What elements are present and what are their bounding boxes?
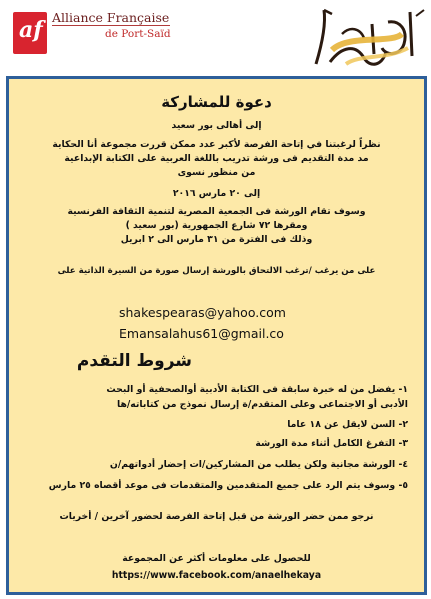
alliance-francaise-name: Alliance Française bbox=[52, 10, 170, 25]
email-link-gmail[interactable]: Emansalahus61@gmail.co bbox=[119, 326, 284, 341]
email-link-yahoo[interactable]: shakespearas@yahoo.com bbox=[119, 305, 286, 320]
condition-item: ١- يفضل من له خبرة سابقة فى الكتابة الأدبية أوالصحفية أو البحث bbox=[106, 384, 408, 395]
condition-item: ٤- الورشة مجانية ولكن يطلب من المشاركين/ات إحضار أدواتهم/ن bbox=[109, 459, 408, 470]
condition-item: ٣- التفرغ الكامل أثناء مدة الورشة bbox=[255, 438, 408, 449]
conditions-heading: شروط التقدم bbox=[76, 351, 192, 371]
alliance-francaise-branch: de Port-Saïd bbox=[105, 28, 171, 40]
apply-note: على من يرغب /ترغب الالتحاق بالورشة إرسال صورة من السيرة الذاتية على bbox=[57, 266, 376, 276]
ana-elhekaya-logo bbox=[312, 4, 428, 74]
facebook-link[interactable]: https://www.facebook.com/anaelhekaya bbox=[111, 570, 322, 581]
logo-divider bbox=[52, 25, 170, 26]
alliance-francaise-logo bbox=[13, 12, 47, 54]
invitation-line-7: وذلك فى الفترة من ٣١ مارس الى ٢ ابريل bbox=[120, 234, 313, 245]
condition-item: الأدبى أو الاجتماعى وعلى المتقدم/ة إرسال نموذج من كتاباته/ها bbox=[116, 399, 408, 410]
invitation-line-5: وسوف تقام الورشة فى الجمعية المصرية لتنمية الثقافة الفرنسية bbox=[67, 206, 366, 217]
invitation-title: دعوة للمشاركة bbox=[161, 93, 272, 111]
condition-item: ٥- وسوف يتم الرد على جميع المتقدمين والمتقدمات فى موعد أقصاه ٢٥ مارس bbox=[48, 480, 408, 491]
condition-item: ٢- السن لايقل عن ١٨ عاما bbox=[287, 419, 408, 430]
invitation-line-3: من منظور نسوى bbox=[177, 167, 256, 178]
invitation-line-2: مد مدة التقديم فى ورشة تدريب باللغة العربية على الكتابة الإبداعية bbox=[64, 153, 369, 164]
invitation-line-1: نظراً لرغبتنا في إتاحة الفرصة لأكبر عدد ممكن قررت مجموعة أنا الحكاية bbox=[52, 139, 381, 150]
closing-note: نرجو ممن حضر الورشة من قبل إتاحة الفرصة لحضور آخرين / أخريات bbox=[59, 511, 374, 522]
invitation-line-6: ومقرها ٧٢ شارع الجمهورية (بور سعيد ) bbox=[125, 220, 308, 231]
af-logo-mark: af bbox=[19, 17, 43, 43]
more-info-text: للحصول على معلومات أكثر عن المجموعة bbox=[122, 553, 311, 564]
header bbox=[0, 0, 431, 78]
invitation-panel bbox=[6, 76, 427, 595]
invitation-audience: إلى أهالى بور سعيد bbox=[171, 120, 262, 131]
invitation-deadline: إلى ٢٠ مارس ٢٠١٦ bbox=[172, 188, 261, 199]
